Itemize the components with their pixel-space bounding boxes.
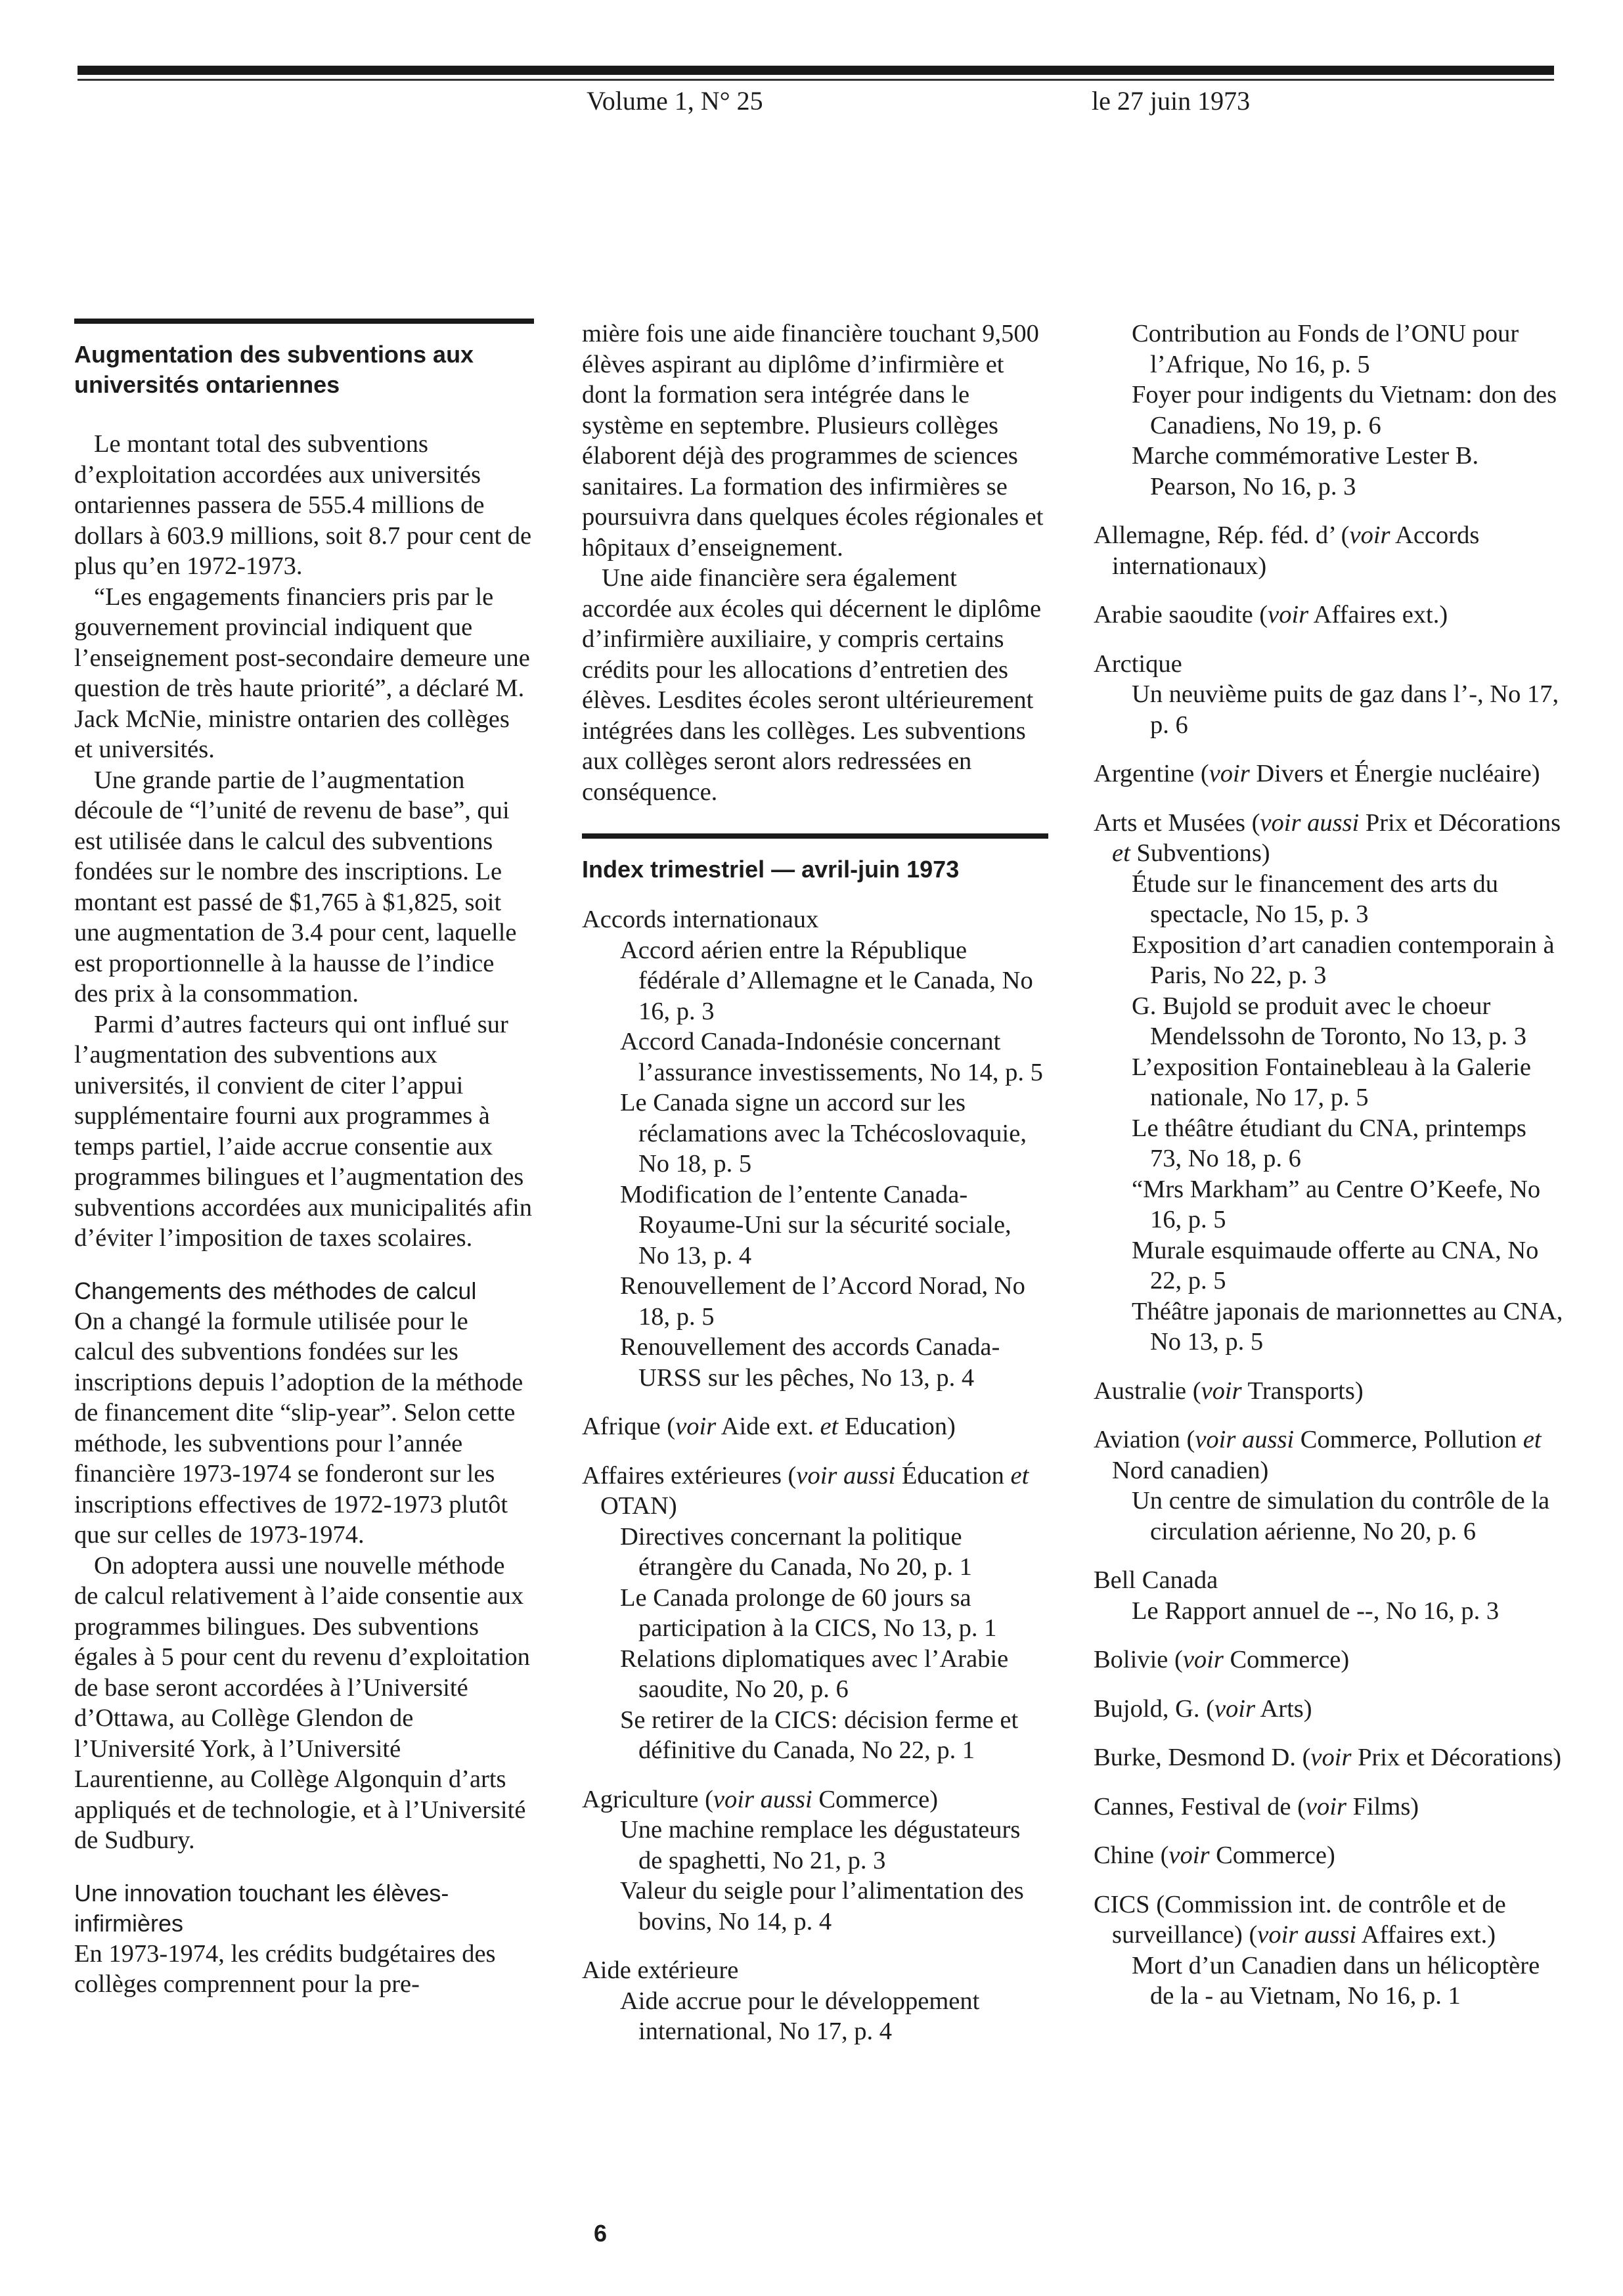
index-subentry: G. Bujold se produit avec le choeur Mendelssohn de Toronto, No 13, p. 3 [1132, 992, 1526, 1050]
header-rule [78, 66, 1554, 75]
section-rule [582, 833, 1048, 839]
paragraph: On a changé la formule utilisée pour le calcul des subventions fondées sur les inscriptions depuis l’adoption de la méthode de financement dite “slip-year”. Selon cette méthode, les subventions pour l’année financière 1973-1974 se fonderont sur les inscriptions effectives de 1972-1973 plutôt que sur celles de 1973-1974. [74, 1307, 523, 1549]
subheading: Changements des méthodes de calcul [74, 1277, 477, 1304]
index-subentry: Contribution au Fonds de l’ONU pour l’Afrique, No 16, p. 5 [1132, 320, 1519, 378]
index-title: Index trimestriel — avril-juin 1973 [582, 856, 960, 883]
index-entry: Bolivie (voir Commerce) [1094, 1646, 1350, 1673]
index-entry [582, 1461, 1048, 1766]
index-heading: CICS (Commission int. de contrôle et de surveillance) (voir aussi Affaires ext.) [1094, 1890, 1506, 1949]
paragraph: Une grande partie de l’augmentation découle de “l’unité de revenu de base”, qui est utilisée dans le calcul des subventions fondées sur le nombre des inscriptions. Le montant est passé de $1,765 à $1,825, soit une augmentation de 3.4 pour cent, laquelle est proportionnelle à la hausse de l’indice des prix à la consommation. [74, 766, 517, 1007]
index-entry: Arabie saoudite (voir Affaires ext.) [1094, 601, 1448, 629]
index-entry: Cannes, Festival de (voir Films) [1094, 1792, 1419, 1821]
index-heading: Accords internationaux [582, 906, 819, 933]
index-heading: Aide extérieure [582, 1956, 739, 1984]
index-subentry: Une machine remplace les dégustateurs de spaghetti, No 21, p. 3 [620, 1816, 1021, 1874]
index-entry: Bujold, G. (voir Arts) [1094, 1694, 1312, 1723]
article-title: Augmentation des subventions aux universités ontariennes [74, 341, 474, 398]
issue-date: le 27 juin 1973 [1092, 86, 1251, 116]
index-subentry: Le Canada signe un accord sur les réclamations avec la Tchécoslovaquie, No 18, p. 5 [620, 1089, 1027, 1178]
index-subentry: L’exposition Fontainebleau à la Galerie nationale, No 17, p. 5 [1132, 1053, 1531, 1111]
index-entry [1094, 649, 1563, 741]
index-subentry: Un centre de simulation du contrôle de la circulation aérienne, No 20, p. 6 [1132, 1487, 1550, 1545]
index-heading: Arts et Musées (voir aussi Prix et Décorations et Subventions) [1094, 808, 1561, 867]
index-heading: Bell Canada [1094, 1566, 1218, 1594]
paragraph: “Les engagements financiers pris par le gouvernement provincial indiquent que l’enseignement post-secondaire demeure une question de très haute priorité”, a déclaré M. Jack McNie, ministre ontarien des collèges et universités. [74, 583, 530, 763]
index-subentry: Accord Canada-Indonésie concernant l’assurance investissements, No 14, p. 5 [620, 1028, 1043, 1086]
index-entry [582, 1784, 1048, 1937]
index-heading: Arctique [1094, 650, 1182, 678]
paragraph: Le montant total des subventions d’exploitation accordées aux universités ontariennes passera de 555.4 millions de dollars à 603.9 millions, soit 8.7 pour cent de plus qu’en 1972-1973. [74, 430, 532, 580]
index-subentry: Le théâtre étudiant du CNA, printemps 73, No 18, p. 6 [1132, 1114, 1526, 1172]
subheading: Une innovation touchant les élèves-infirmières [74, 1879, 449, 1937]
issue-volume: Volume 1, N° 25 [587, 86, 763, 116]
index-entry: Afrique (voir Aide ext. et Education) [582, 1413, 956, 1440]
column-3 [1094, 319, 1563, 2012]
paragraph: mière fois une aide financière touchant 9,500 élèves aspirant au diplôme d’infirmière et dont la formation sera intégrée dans le système en septembre. Plusieurs collèges élaborent déjà des programmes de sciences sanitaires. La formation des infirmières se poursuivra dans quelques écoles régionales et hôpitaux d’enseignement. [582, 320, 1044, 562]
column-1 [74, 319, 534, 2000]
index-subentry: Directives concernant la politique étrangère du Canada, No 20, p. 1 [620, 1522, 972, 1581]
index-subentry: Aide accrue pour le développement international, No 17, p. 4 [620, 1987, 980, 2045]
column-2 [582, 319, 1048, 2047]
index-subentry: Mort d’un Canadien dans un hélicoptère de la - au Vietnam, No 16, p. 1 [1132, 1951, 1540, 2010]
index-heading: Agriculture (voir aussi Commerce) [582, 1785, 939, 1813]
index-subentry: Renouvellement de l’Accord Norad, No 18, p. 5 [620, 1272, 1025, 1331]
index-entry [582, 1955, 1048, 2047]
index-entry: Chine (voir Commerce) [1094, 1842, 1335, 1869]
index-heading: Aviation (voir aussi Commerce, Pollution et Nord canadien) [1094, 1426, 1542, 1484]
index-subentry: Le Rapport annuel de --, No 16, p. 3 [1132, 1597, 1500, 1625]
paragraph: En 1973-1974, les crédits budgétaires des collèges comprennent pour la pre- [74, 1939, 496, 1998]
index-entry [1094, 1424, 1563, 1547]
index-subentry: Accord aérien entre la République fédérale d’Allemagne et le Canada, No 16, p. 3 [620, 936, 1033, 1025]
paragraph: Une aide financière sera également accordée aux écoles qui décernent le diplôme d’infirmière auxiliaire, y compris certains crédits pour les allocations d’entretien des élèves. Lesdites écoles seront ultérieurement intégrées dans les collèges. Les subventions aux collèges seront alors redressées en conséquence. [582, 564, 1042, 806]
section-rule [74, 319, 534, 324]
index-heading: Affaires extérieures (voir aussi Éducation et OTAN) [582, 1461, 1029, 1520]
index-subentry: Murale esquimaude offerte au CNA, No 22, p. 5 [1132, 1236, 1539, 1294]
index-entry [1094, 319, 1563, 502]
index-subentry: Valeur du seigle pour l’alimentation des bovins, No 14, p. 4 [620, 1877, 1024, 1935]
index-subentry: Le Canada prolonge de 60 jours sa participation à la CICS, No 13, p. 1 [620, 1583, 997, 1642]
index-entry: Australie (voir Transports) [1094, 1377, 1364, 1405]
index-entry: Argentine (voir Divers et Énergie nucléaire) [1094, 760, 1540, 787]
index-entry: Burke, Desmond D. (voir Prix et Décorations) [1094, 1744, 1562, 1771]
paragraph: Parmi d’autres facteurs qui ont influé sur l’augmentation des subventions aux universités, il convient de citer l’appui supplémentaire fourni aux programmes à temps partiel, l’aide accrue consentie aux programmes bilingues et l’augmentation des subventions accordées aux municipalités afin d’éviter l’imposition de taxes scolaires. [74, 1010, 533, 1252]
index-entry [1094, 1889, 1563, 2012]
index-entry [1094, 1565, 1563, 1626]
index-subentry: Renouvellement des accords Canada-URSS sur les pêches, No 13, p. 4 [620, 1333, 1000, 1392]
index-subentry: Un neuvième puits de gaz dans l’-, No 17, p. 6 [1132, 680, 1559, 739]
page-number: 6 [594, 2220, 608, 2247]
index-subentry: “Mrs Markham” au Centre O’Keefe, No 16, p. 5 [1132, 1175, 1541, 1233]
index-entry [1094, 808, 1563, 1358]
index-subentry: Théâtre japonais de marionnettes au CNA, No 13, p. 5 [1132, 1297, 1563, 1356]
index-entry [582, 904, 1048, 1393]
index-subentry: Foyer pour indigents du Vietnam: don des Canadiens, No 19, p. 6 [1132, 381, 1557, 439]
index-subentry: Modification de l’entente Canada-Royaume-Uni sur la sécurité sociale, No 13, p. 4 [620, 1180, 1012, 1269]
index-subentry: Relations diplomatiques avec l’Arabie saoudite, No 20, p. 6 [620, 1645, 1009, 1703]
index-subentry: Exposition d’art canadien contemporain à Paris, No 22, p. 3 [1132, 931, 1555, 989]
header-thin-rule [78, 79, 1554, 81]
index-entry: Allemagne, Rép. féd. d’ (voir Accords internationaux) [1094, 521, 1480, 580]
index-subentry: Se retirer de la CICS: décision ferme et définitive du Canada, No 22, p. 1 [620, 1706, 1019, 1764]
paragraph: On adoptera aussi une nouvelle méthode de calcul relativement à l’aide consentie aux programmes bilingues. Des subventions égales à 5 pour cent du revenu d’exploitation de base seront accordées à l’Université d’Ottawa, au Collège Glendon de l’Université York, à l’Université Laurentienne, au Collège Algonquin d’arts appliqués et de technologie, et à l’Université de Sudbury. [74, 1551, 530, 1854]
index-subentry: Marche commémorative Lester B. Pearson, No 16, p. 3 [1132, 442, 1479, 500]
index-subentry: Étude sur le financement des arts du spectacle, No 15, p. 3 [1132, 870, 1499, 928]
